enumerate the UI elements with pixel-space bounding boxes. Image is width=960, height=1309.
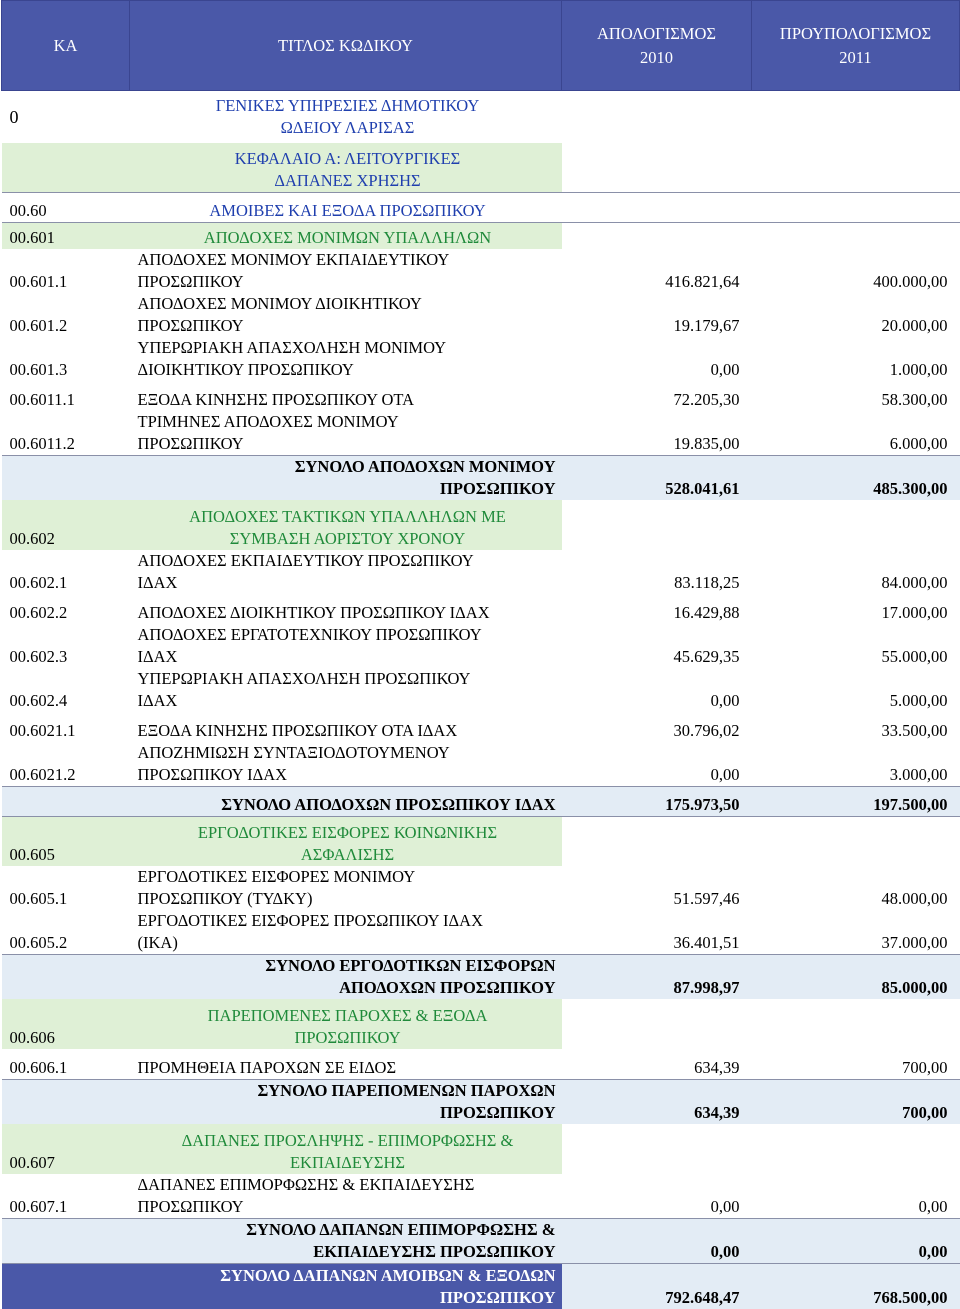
row-code: 00.602.4	[2, 668, 130, 712]
row-title	[130, 550, 562, 594]
row-title-line1: ΕΡΓΟΔΟΤΙΚΕΣ ΕΙΣΦΟΡΕΣ ΜΟΝΙΜΟΥ	[138, 867, 416, 886]
row-title-line2: ΕΚΠΑΙΔΕΥΣΗΣ ΠΡΟΣΩΠΙΚΟΥ	[313, 1242, 555, 1261]
row-budget: 5.000,00	[752, 668, 960, 712]
row-actual: 634,39	[562, 1049, 752, 1079]
header-actual	[562, 1, 752, 91]
row-title-line2: ΙΔΑΧ	[138, 691, 178, 710]
row-title	[130, 742, 562, 787]
row-budget: 197.500,00	[752, 786, 960, 816]
row-title-line2: ΠΡΟΣΩΠΙΚΟΥ	[138, 272, 244, 291]
row-title-line1: ΑΠΟΔΟΧΕΣ ΤΑΚΤΙΚΩΝ ΥΠΑΛΛΗΛΩΝ ΜΕ	[189, 507, 506, 526]
row-title	[130, 999, 562, 1049]
row-code	[2, 455, 130, 500]
row-code	[2, 1218, 130, 1263]
row-title-line2: ΩΔΕΙΟΥ ΛΑΡΙΣΑΣ	[281, 118, 415, 137]
row-code: 00.607	[2, 1124, 130, 1174]
header-budget-year: 2011	[839, 48, 871, 67]
row-title	[130, 455, 562, 500]
table-body	[2, 91, 960, 1309]
row-actual: 19.835,00	[562, 411, 752, 456]
row-budget	[752, 223, 960, 249]
row-actual: 0,00	[562, 1218, 752, 1263]
row-actual: 528.041,61	[562, 455, 752, 500]
row-title	[130, 816, 562, 866]
row-code	[2, 955, 130, 1000]
row-title-line2: ΠΡΟΣΩΠΙΚΟΥ	[138, 434, 244, 453]
row-code: 00.605.2	[2, 910, 130, 955]
row-code: 00.601.2	[2, 293, 130, 337]
table-row	[2, 91, 960, 143]
table-row	[2, 712, 960, 742]
header-code: ΚΑ	[2, 1, 130, 91]
row-actual: 416.821,64	[562, 249, 752, 293]
row-code	[2, 1263, 130, 1309]
row-budget	[752, 91, 960, 143]
row-code: 00.6021.1	[2, 712, 130, 742]
row-actual	[562, 223, 752, 249]
row-budget: 0,00	[752, 1218, 960, 1263]
row-actual	[562, 999, 752, 1049]
row-budget: 84.000,00	[752, 550, 960, 594]
table-row	[2, 668, 960, 712]
row-budget	[752, 1124, 960, 1174]
row-title-line1: ΑΠΟΔΟΧΕΣ ΕΚΠΑΙΔΕΥΤΙΚΟΥ ΠΡΟΣΩΠΙΚΟΥ	[138, 551, 474, 570]
row-code: 00.602.2	[2, 594, 130, 624]
row-title-line1: ΔΑΠΑΝΕΣ ΕΠΙΜΟΡΦΩΣΗΣ & ΕΚΠΑΙΔΕΥΣΗΣ	[138, 1175, 475, 1194]
row-code: 00.602.1	[2, 550, 130, 594]
row-actual: 0,00	[562, 337, 752, 381]
row-title	[130, 1218, 562, 1263]
row-title-line1: ΣΥΝΟΛΟ ΑΠΟΔΟΧΩΝ ΜΟΝΙΜΟΥ	[295, 457, 556, 476]
budget-table	[1, 0, 960, 1309]
row-actual: 72.205,30	[562, 381, 752, 411]
row-code: 00.607.1	[2, 1174, 130, 1219]
row-code: 00.6011.1	[2, 381, 130, 411]
table-row	[2, 955, 960, 1000]
table-row	[2, 742, 960, 787]
row-title	[130, 712, 562, 742]
row-title-line2: ΣΥΜΒΑΣΗ ΑΟΡΙΣΤΟΥ ΧΡΟΝΟΥ	[230, 529, 466, 548]
row-title-line1: ΥΠΕΡΩΡΙΑΚΗ ΑΠΑΣΧΟΛΗΣΗ ΠΡΟΣΩΠΙΚΟΥ	[138, 669, 471, 688]
row-budget	[752, 143, 960, 193]
row-budget: 48.000,00	[752, 866, 960, 910]
row-title-line1: ΚΕΦΑΛΑΙΟ Α: ΛΕΙΤΟΥΡΓΙΚΕΣ	[235, 149, 461, 168]
row-title-line1: ΣΥΝΟΛΟ ΕΡΓΟΔΟΤΙΚΩΝ ΕΙΣΦΟΡΩΝ	[265, 956, 555, 975]
row-title	[130, 500, 562, 550]
row-code: 00.601.3	[2, 337, 130, 381]
row-actual: 16.429,88	[562, 594, 752, 624]
row-budget: 1.000,00	[752, 337, 960, 381]
row-actual: 36.401,51	[562, 910, 752, 955]
table-row	[2, 143, 960, 193]
row-actual: 19.179,67	[562, 293, 752, 337]
table-row	[2, 1174, 960, 1219]
row-actual: 0,00	[562, 668, 752, 712]
row-title	[130, 91, 562, 143]
row-budget: 400.000,00	[752, 249, 960, 293]
row-actual	[562, 193, 752, 223]
row-title	[130, 143, 562, 193]
row-title	[130, 411, 562, 456]
row-title	[130, 1263, 562, 1309]
row-title-line2: ΔΙΟΙΚΗΤΙΚΟΥ ΠΡΟΣΩΠΙΚΟΥ	[138, 360, 354, 379]
table-row	[2, 624, 960, 668]
row-actual	[562, 91, 752, 143]
row-budget: 55.000,00	[752, 624, 960, 668]
row-title-line1: ΑΠΟΔΟΧΕΣ ΕΡΓΑΤΟΤΕΧΝΙΚΟΥ ΠΡΟΣΩΠΙΚΟΥ	[138, 625, 482, 644]
row-code: 00.602.3	[2, 624, 130, 668]
row-title-line1: ΑΠΟΔΟΧΕΣ ΜΟΝΙΜΩΝ ΥΠΑΛΛΗΛΩΝ	[204, 228, 491, 247]
table-row	[2, 910, 960, 955]
table-row	[2, 786, 960, 816]
row-title	[130, 193, 562, 223]
row-code: 00.606	[2, 999, 130, 1049]
row-title	[130, 786, 562, 816]
row-code: 00.60	[2, 193, 130, 223]
row-title-line1: ΣΥΝΟΛΟ ΑΠΟΔΟΧΩΝ ΠΡΟΣΩΠΙΚΟΥ ΙΔΑΧ	[221, 795, 555, 814]
row-budget	[752, 999, 960, 1049]
table-row	[2, 411, 960, 456]
row-title-line1: ΣΥΝΟΛΟ ΠΑΡΕΠΟΜΕΝΩΝ ΠΑΡΟΧΩΝ	[257, 1081, 555, 1100]
row-title-line1: ΑΠΟΔΟΧΕΣ ΜΟΝΙΜΟΥ ΔΙΟΙΚΗΤΙΚΟΥ	[138, 294, 422, 313]
row-budget: 485.300,00	[752, 455, 960, 500]
table-header	[2, 1, 960, 91]
row-title-line1: ΕΞΟΔΑ ΚΙΝΗΣΗΣ ΠΡΟΣΩΠΙΚΟΥ ΟΤΑ ΙΔΑΧ	[138, 721, 458, 740]
row-actual	[562, 1124, 752, 1174]
row-title	[130, 223, 562, 249]
row-title	[130, 668, 562, 712]
row-budget	[752, 500, 960, 550]
row-title-line1: ΤΡΙΜΗΝΕΣ ΑΠΟΔΟΧΕΣ ΜΟΝΙΜΟΥ	[138, 412, 399, 431]
table-row	[2, 455, 960, 500]
row-code: 00.606.1	[2, 1049, 130, 1079]
row-title	[130, 249, 562, 293]
row-title	[130, 1049, 562, 1079]
row-budget	[752, 193, 960, 223]
row-title-line2: ΠΡΟΣΩΠΙΚΟΥ	[440, 1103, 555, 1122]
row-title-line1: ΠΡΟΜΗΘΕΙΑ ΠΑΡΟΧΩΝ ΣΕ ΕΙΔΟΣ	[138, 1058, 397, 1077]
row-budget: 58.300,00	[752, 381, 960, 411]
row-budget: 37.000,00	[752, 910, 960, 955]
row-budget: 768.500,00	[752, 1263, 960, 1309]
header-actual-label: ΑΠΟΛΟΓΙΣΜΟΣ	[597, 24, 716, 43]
row-code	[2, 143, 130, 193]
row-code: 00.605	[2, 816, 130, 866]
row-title-line2: ΑΣΦΑΛΙΣΗΣ	[301, 845, 394, 864]
row-title-line1: ΑΠΟΔΟΧΕΣ ΜΟΝΙΜΟΥ ΕΚΠΑΙΔΕΥΤΙΚΟΥ	[138, 250, 450, 269]
row-title-line2: (ΙΚΑ)	[138, 933, 178, 952]
row-title-line2: ΠΡΟΣΩΠΙΚΟΥ	[294, 1028, 400, 1047]
row-code: 00.6021.2	[2, 742, 130, 787]
row-actual: 51.597,46	[562, 866, 752, 910]
row-title-line1: ΔΑΠΑΝΕΣ ΠΡΟΣΛΗΨΗΣ - ΕΠΙΜΟΡΦΩΣΗΣ &	[182, 1131, 514, 1150]
row-title	[130, 624, 562, 668]
row-budget: 0,00	[752, 1174, 960, 1219]
row-actual: 0,00	[562, 1174, 752, 1219]
table-row	[2, 1079, 960, 1124]
row-actual: 30.796,02	[562, 712, 752, 742]
row-title	[130, 1174, 562, 1219]
row-budget: 17.000,00	[752, 594, 960, 624]
row-budget: 700,00	[752, 1079, 960, 1124]
row-title-line2: ΠΡΟΣΩΠΙΚΟΥ	[138, 1197, 244, 1216]
row-title-line2: ΠΡΟΣΩΠΙΚΟΥ	[440, 1288, 555, 1307]
row-title	[130, 1124, 562, 1174]
row-actual: 45.629,35	[562, 624, 752, 668]
row-title-line1: ΕΞΟΔΑ ΚΙΝΗΣΗΣ ΠΡΟΣΩΠΙΚΟΥ ΟΤΑ	[138, 390, 415, 409]
row-title	[130, 1079, 562, 1124]
table-row	[2, 866, 960, 910]
row-title-line2: ΠΡΟΣΩΠΙΚΟΥ	[440, 479, 555, 498]
row-title-line2: ΕΚΠΑΙΔΕΥΣΗΣ	[290, 1153, 405, 1172]
row-code	[2, 1079, 130, 1124]
row-title	[130, 910, 562, 955]
table-row	[2, 381, 960, 411]
row-title-line1: ΣΥΝΟΛΟ ΔΑΠΑΝΩΝ ΕΠΙΜΟΡΦΩΣΗΣ &	[246, 1220, 555, 1239]
row-title-line1: ΣΥΝΟΛΟ ΔΑΠΑΝΩΝ ΑΜΟΙΒΩΝ & ΕΞΟΔΩΝ	[220, 1266, 555, 1285]
row-title	[130, 293, 562, 337]
row-actual: 634,39	[562, 1079, 752, 1124]
row-title	[130, 955, 562, 1000]
row-title-line1: ΠΑΡΕΠΟΜΕΝΕΣ ΠΑΡΟΧΕΣ & ΕΞΟΔΑ	[208, 1006, 488, 1025]
row-title-line1: ΑΠΟΖΗΜΙΩΣΗ ΣΥΝΤΑΞΙΟΔΟΤΟΥΜΕΝΟΥ	[138, 743, 450, 762]
row-actual: 83.118,25	[562, 550, 752, 594]
row-title-line2: ΠΡΟΣΩΠΙΚΟΥ ΙΔΑΧ	[138, 765, 288, 784]
header-actual-year: 2010	[640, 48, 673, 67]
row-budget: 6.000,00	[752, 411, 960, 456]
row-budget: 20.000,00	[752, 293, 960, 337]
row-code: 00.6011.2	[2, 411, 130, 456]
row-code	[2, 786, 130, 816]
table-row	[2, 594, 960, 624]
row-budget: 33.500,00	[752, 712, 960, 742]
table-row	[2, 223, 960, 249]
table-row	[2, 999, 960, 1049]
row-code: 00.601	[2, 223, 130, 249]
row-title-line1: ΕΡΓΟΔΟΤΙΚΕΣ ΕΙΣΦΟΡΕΣ ΠΡΟΣΩΠΙΚΟΥ ΙΔΑΧ	[138, 911, 484, 930]
row-title-line2: ΔΑΠΑΝΕΣ ΧΡΗΣΗΣ	[274, 171, 420, 190]
row-title-line2: ΠΡΟΣΩΠΙΚΟΥ	[138, 316, 244, 335]
row-budget: 700,00	[752, 1049, 960, 1079]
row-title-line2: ΑΠΟΔΟΧΩΝ ΠΡΟΣΩΠΙΚΟΥ	[339, 978, 555, 997]
row-budget	[752, 816, 960, 866]
row-actual	[562, 500, 752, 550]
row-code: 0	[2, 91, 130, 143]
row-title-line1: ΕΡΓΟΔΟΤΙΚΕΣ ΕΙΣΦΟΡΕΣ ΚΟΙΝΩΝΙΚΗΣ	[198, 823, 497, 842]
header-budget	[752, 1, 960, 91]
table-row	[2, 193, 960, 223]
table-row	[2, 816, 960, 866]
row-code: 00.601.1	[2, 249, 130, 293]
row-actual: 87.998,97	[562, 955, 752, 1000]
table-row	[2, 1218, 960, 1263]
row-title-line1: ΥΠΕΡΩΡΙΑΚΗ ΑΠΑΣΧΟΛΗΣΗ ΜΟΝΙΜΟΥ	[138, 338, 447, 357]
header-budget-label: ΠΡΟΥΠΟΛΟΓΙΣΜΟΣ	[780, 24, 931, 43]
table-row	[2, 249, 960, 293]
row-title	[130, 866, 562, 910]
row-code: 00.605.1	[2, 866, 130, 910]
row-code: 00.602	[2, 500, 130, 550]
table-row	[2, 500, 960, 550]
row-actual: 0,00	[562, 742, 752, 787]
row-actual: 175.973,50	[562, 786, 752, 816]
table-row	[2, 293, 960, 337]
header-title: ΤΙΤΛΟΣ ΚΩΔΙΚΟΥ	[130, 1, 562, 91]
row-title-line1: ΓΕΝΙΚΕΣ ΥΠΗΡΕΣΙΕΣ ΔΗΜΟΤΙΚΟΥ	[216, 96, 480, 115]
row-title	[130, 337, 562, 381]
table-row	[2, 1049, 960, 1079]
row-title	[130, 594, 562, 624]
row-title-line2: ΙΔΑΧ	[138, 647, 178, 666]
row-actual	[562, 143, 752, 193]
row-title-line1: ΑΠΟΔΟΧΕΣ ΔΙΟΙΚΗΤΙΚΟΥ ΠΡΟΣΩΠΙΚΟΥ ΙΔΑΧ	[138, 603, 490, 622]
table-row	[2, 337, 960, 381]
row-actual: 792.648,47	[562, 1263, 752, 1309]
row-budget: 3.000,00	[752, 742, 960, 787]
row-title-line2: ΠΡΟΣΩΠΙΚΟΥ (ΤΥΔΚΥ)	[138, 889, 313, 908]
table-row	[2, 1124, 960, 1174]
row-title-line1: ΑΜΟΙΒΕΣ ΚΑΙ ΕΞΟΔΑ ΠΡΟΣΩΠΙΚΟΥ	[209, 201, 485, 220]
row-actual	[562, 816, 752, 866]
row-title	[130, 381, 562, 411]
row-budget: 85.000,00	[752, 955, 960, 1000]
table-row	[2, 550, 960, 594]
row-title-line2: ΙΔΑΧ	[138, 573, 178, 592]
table-row	[2, 1263, 960, 1309]
